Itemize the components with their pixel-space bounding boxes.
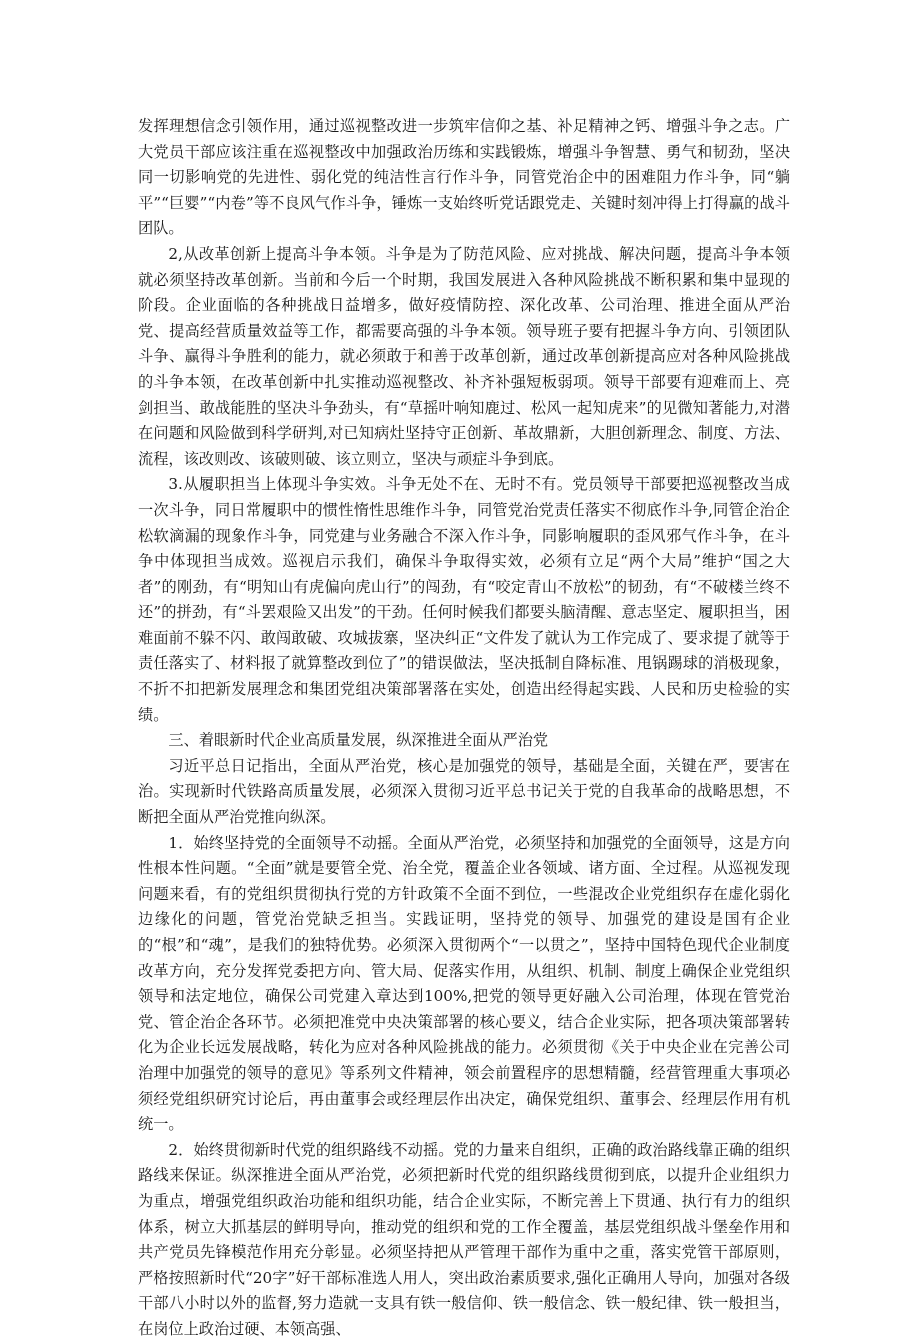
paragraph-section-2-2: 2,从改革创新上提高斗争本领。斗争是为了防范风险、应对挑战、解决问题，提高斗争本领就必须坚持改革创新。当前和今后一个时期，我国发展进入各种风险挑战不断积累和集中显现的阶段。企业面临的各种挑战日益增多，做好疫情防控、深化改革、公司治理、推进全面从严治党、提高经营质量效益等工作，都需要高强的斗争本领。领导班子要有把握斗争方向、引领团队斗争、赢得斗争胜利的能力，就必须敢于和善于改革创新，通过改革创新提高应对各种风险挑战的斗争本领，在改革创新中扎实推动巡视整改、补齐补强短板弱项。领导干部要有迎难而上、亮剑担当、敢战能胜的坚决斗争劲头，有“草摇叶响知鹿过、松风一起知虎来”的见微知著能力,对潜在问题和风险做到科学研判,对已知病灶坚持守正创新、革故鼎新，大胆创新理念、制度、方法、流程，该改则改、该破则破、该立则立，坚决与顽症斗争到底。 <box>138 244 790 468</box>
paragraph-section-2-3: 3.从履职担当上体现斗争实效。斗争无处不在、无时不有。党员领导干部要把巡视整改当成一次斗争，同日常履职中的惯性惰性思维作斗争，同管党治党责任落实不彻底作斗争,同管企治企松软滴漏的现象作斗争，同党建与业务融合不深入作斗争，同影响履职的歪风邪气作斗争，在斗争中体现担当成效。巡视启示我们，确保斗争取得实效，必须有立足“两个大局”维护“国之大者”的刚劲，有“明知山有虎偏向虎山行”的闯劲，有“咬定青山不放松”的韧劲，有“不破楼兰终不还”的拼劲，有“斗罢艰险又出发”的干劲。任何时候我们都要头脑清醒、意志坚定、履职担当，困难面前不躲不闪、敢闯敢破、攻城拔寨，坚决纠正“文件发了就认为工作完成了、要求提了就等于责任落实了、材料报了就算整改到位了”的错误做法，坚决抵制自降标准、甩锅踢球的消极现象，不折不扣把新发展理念和集团党组决策部署落在实处，创造出经得起实践、人民和历史检验的实绩。 <box>138 475 790 724</box>
paragraph-section-3-intro: 习近平总日记指出，全面从严治党，核心是加强党的领导，基础是全面，关键在严，要害在治。实现新时代铁路高质量发展，必须深入贯彻习近平总书记关于党的自我革命的战略思想，不断把全面从严治党推向纵深。 <box>138 756 790 827</box>
paragraph-continuation: 发挥理想信念引领作用，通过巡视整改进一步筑牢信仰之基、补足精神之钙、增强斗争之志。广大党员干部应该注重在巡视整改中加强政治历练和实践锻炼，增强斗争智慧、勇气和韧劲，坚决同一切影响党的先进性、弱化党的纯洁性言行作斗争，同管党治企中的困难阻力作斗争，同“躺平”“巨婴”“内卷”等不良风气作斗争，锤炼一支始终听党话跟党走、关键时刻冲得上打得赢的战斗团队。 <box>138 117 790 238</box>
paragraph-section-3-2: 2．始终贯彻新时代党的组织路线不动摇。党的力量来自组织，正确的政治路线靠正确的组织路线来保证。纵深推进全面从严治党，必须把新时代党的组织路线贯彻到底，以提升企业组织力为重点，增强党组织政治功能和组织功能，结合企业实际，不断完善上下贯通、执行有力的组织体系，树立大抓基层的鲜明导向，推动党的组织和党的工作全覆盖，基层党组织战斗堡垒作用和共产党员先锋模范作用充分彰显。必须坚持把从严管理干部作为重中之重，落实党管干部原则，严格按照新时代“20字”好干部标准选人用人，突出政治素质要求,强化正确用人导向，加强对各级干部八小时以外的监督,努力造就一支具有铁一般信仰、铁一般信念、铁一般纪律、铁一般担当，在岗位上政治过硬、本领高强、 <box>138 1140 790 1338</box>
paragraph-section-3-1: 1．始终坚持党的全面领导不动摇。全面从严治党，必须坚持和加强党的全面领导，这是方向性根本性问题。“全面”就是要管全党、治全党，覆盖企业各领域、诸方面、全过程。从巡视发现问题来看，有的党组织贯彻执行党的方针政策不全面不到位，一些混改企业党组织存在虚化弱化边缘化的问题，管党治党缺乏担当。实践证明，坚持党的领导、加强党的建设是国有企业的“根”和“魂”，是我们的独特优势。必须深入贯彻两个“一以贯之”，坚持中国特色现代企业制度改革方向，充分发挥党委把方向、管大局、促落实作用，从组织、机制、制度上确保企业党组织领导和法定地位，确保公司党建入章达到100%,把党的领导更好融入公司治理，体现在管党治党、管企治企各环节。必须把准党中央决策部署的核心要义，结合企业实际，把各项决策部署转化为企业长远发展战略，转化为应对各种风险挑战的能力。必须贯彻《关于中央企业在完善公司治理中加强党的领导的意见》等系列文件精神，领会前置程序的思想精髓，经营管理重大事项必须经党组织研究讨论后，再由董事会或经理层作出决定，确保党组织、董事会、经理层作用有机统一。 <box>138 833 790 1134</box>
section-heading-3: 三、着眼新时代企业高质量发展，纵深推进全面从严治党 <box>168 731 549 750</box>
document-page <box>138 114 790 1343</box>
